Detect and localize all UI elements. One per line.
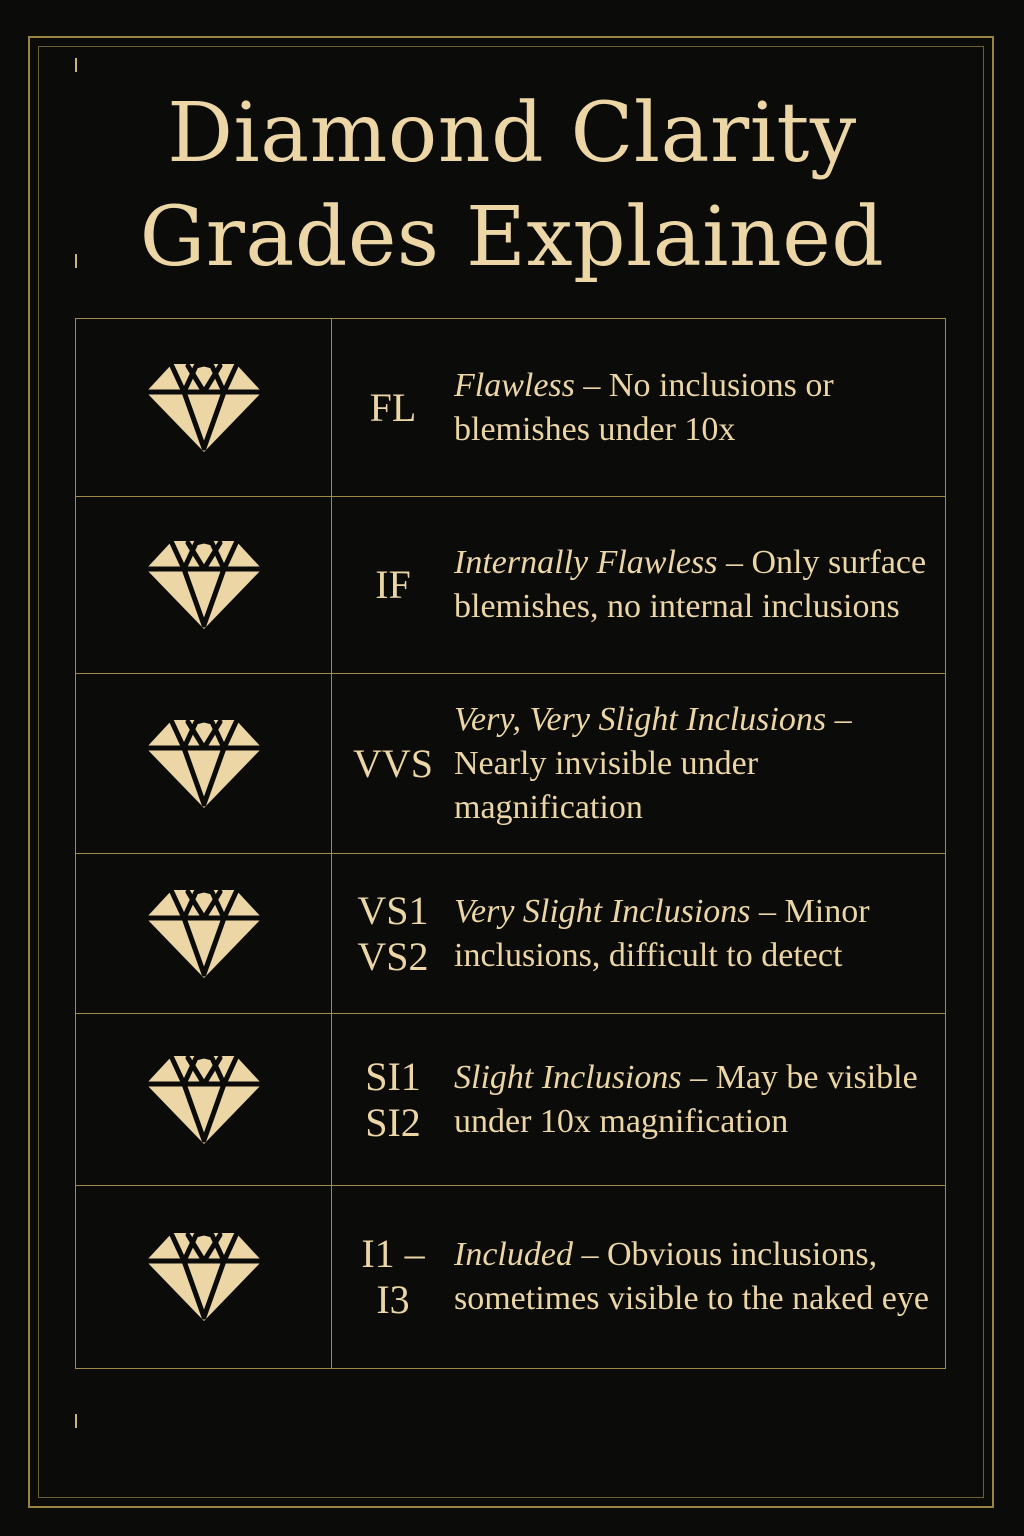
diamond-icon xyxy=(144,1231,264,1323)
grade-name: Slight Inclusions xyxy=(454,1058,682,1096)
grade-code xyxy=(332,741,454,787)
frame-tick xyxy=(75,58,77,72)
grade-name: Included xyxy=(454,1236,573,1273)
grade-code xyxy=(332,888,454,980)
grade-row-vs xyxy=(76,854,946,1014)
grade-info xyxy=(332,497,946,674)
diamond-icon xyxy=(144,362,264,454)
grade-code xyxy=(332,1231,454,1323)
grade-info xyxy=(332,1186,946,1369)
grade-text: No inclusions or blemishes under 10x xyxy=(454,366,834,448)
page-title xyxy=(60,82,964,290)
grade-code xyxy=(332,1054,454,1146)
icon-cell xyxy=(76,1014,332,1186)
grade-code-line: FL xyxy=(369,384,417,430)
grade-info xyxy=(332,854,946,1014)
grade-text: May be visible under 10x magnification xyxy=(454,1058,918,1140)
grade-info xyxy=(332,319,946,497)
grade-description xyxy=(454,364,945,452)
diamond-icon xyxy=(144,888,264,980)
clarity-table xyxy=(75,318,946,1369)
grade-separator: – xyxy=(681,1058,716,1096)
grade-separator: – xyxy=(826,700,852,738)
grade-code-line: SI2 xyxy=(365,1099,421,1145)
icon-cell xyxy=(76,674,332,854)
diamond-icon xyxy=(144,718,264,810)
grade-info xyxy=(332,1014,946,1186)
grade-code-line: VS1 xyxy=(357,887,429,933)
icon-cell xyxy=(76,854,332,1014)
grade-code-line: I3 xyxy=(376,1277,410,1322)
grade-text: Only surface blemishes, no internal inclusions xyxy=(454,544,927,625)
icon-cell xyxy=(76,1186,332,1369)
grade-text: Minor inclusions, difficult to detect xyxy=(454,892,870,974)
frame-tick xyxy=(75,1414,77,1428)
grade-text: Obvious inclusions, sometimes visible to the naked eye xyxy=(454,1236,929,1317)
grade-info xyxy=(332,674,946,854)
grade-name: Flawless xyxy=(454,366,575,404)
icon-cell xyxy=(76,319,332,497)
grade-name: Very Slight Inclusions xyxy=(454,892,751,930)
grade-row-i xyxy=(76,1186,946,1369)
grade-name: Very, Very Slight Inclusions xyxy=(454,700,827,738)
grade-separator: – xyxy=(574,366,609,404)
grade-code-line: VS2 xyxy=(357,933,429,979)
grade-row-if xyxy=(76,497,946,674)
grade-name: Internally Flawless xyxy=(454,544,718,581)
title-line-1: Diamond Clarity xyxy=(167,86,857,181)
diamond-icon xyxy=(144,1054,264,1146)
grade-row-vvs xyxy=(76,674,946,854)
grade-description xyxy=(454,1233,945,1321)
grade-description xyxy=(454,541,945,629)
grade-separator: – xyxy=(717,544,752,581)
grade-separator: – xyxy=(750,892,785,930)
grade-code-line: SI1 xyxy=(365,1053,421,1099)
diamond-icon xyxy=(144,539,264,631)
grade-text: Nearly invisible under magnification xyxy=(454,744,759,826)
grade-code-line: VVS xyxy=(352,740,434,786)
grade-description xyxy=(454,890,945,978)
grade-description xyxy=(454,1056,945,1144)
grade-description xyxy=(454,698,945,830)
icon-cell xyxy=(76,497,332,674)
grade-separator: – xyxy=(572,1236,607,1273)
grade-code xyxy=(332,385,454,431)
grade-code-line: I1 – xyxy=(361,1231,425,1276)
grade-row-si xyxy=(76,1014,946,1186)
grade-code-line: IF xyxy=(375,562,411,607)
title-line-2: Grades Explained xyxy=(139,190,885,285)
grade-row-fl xyxy=(76,319,946,497)
grade-code xyxy=(332,562,454,608)
